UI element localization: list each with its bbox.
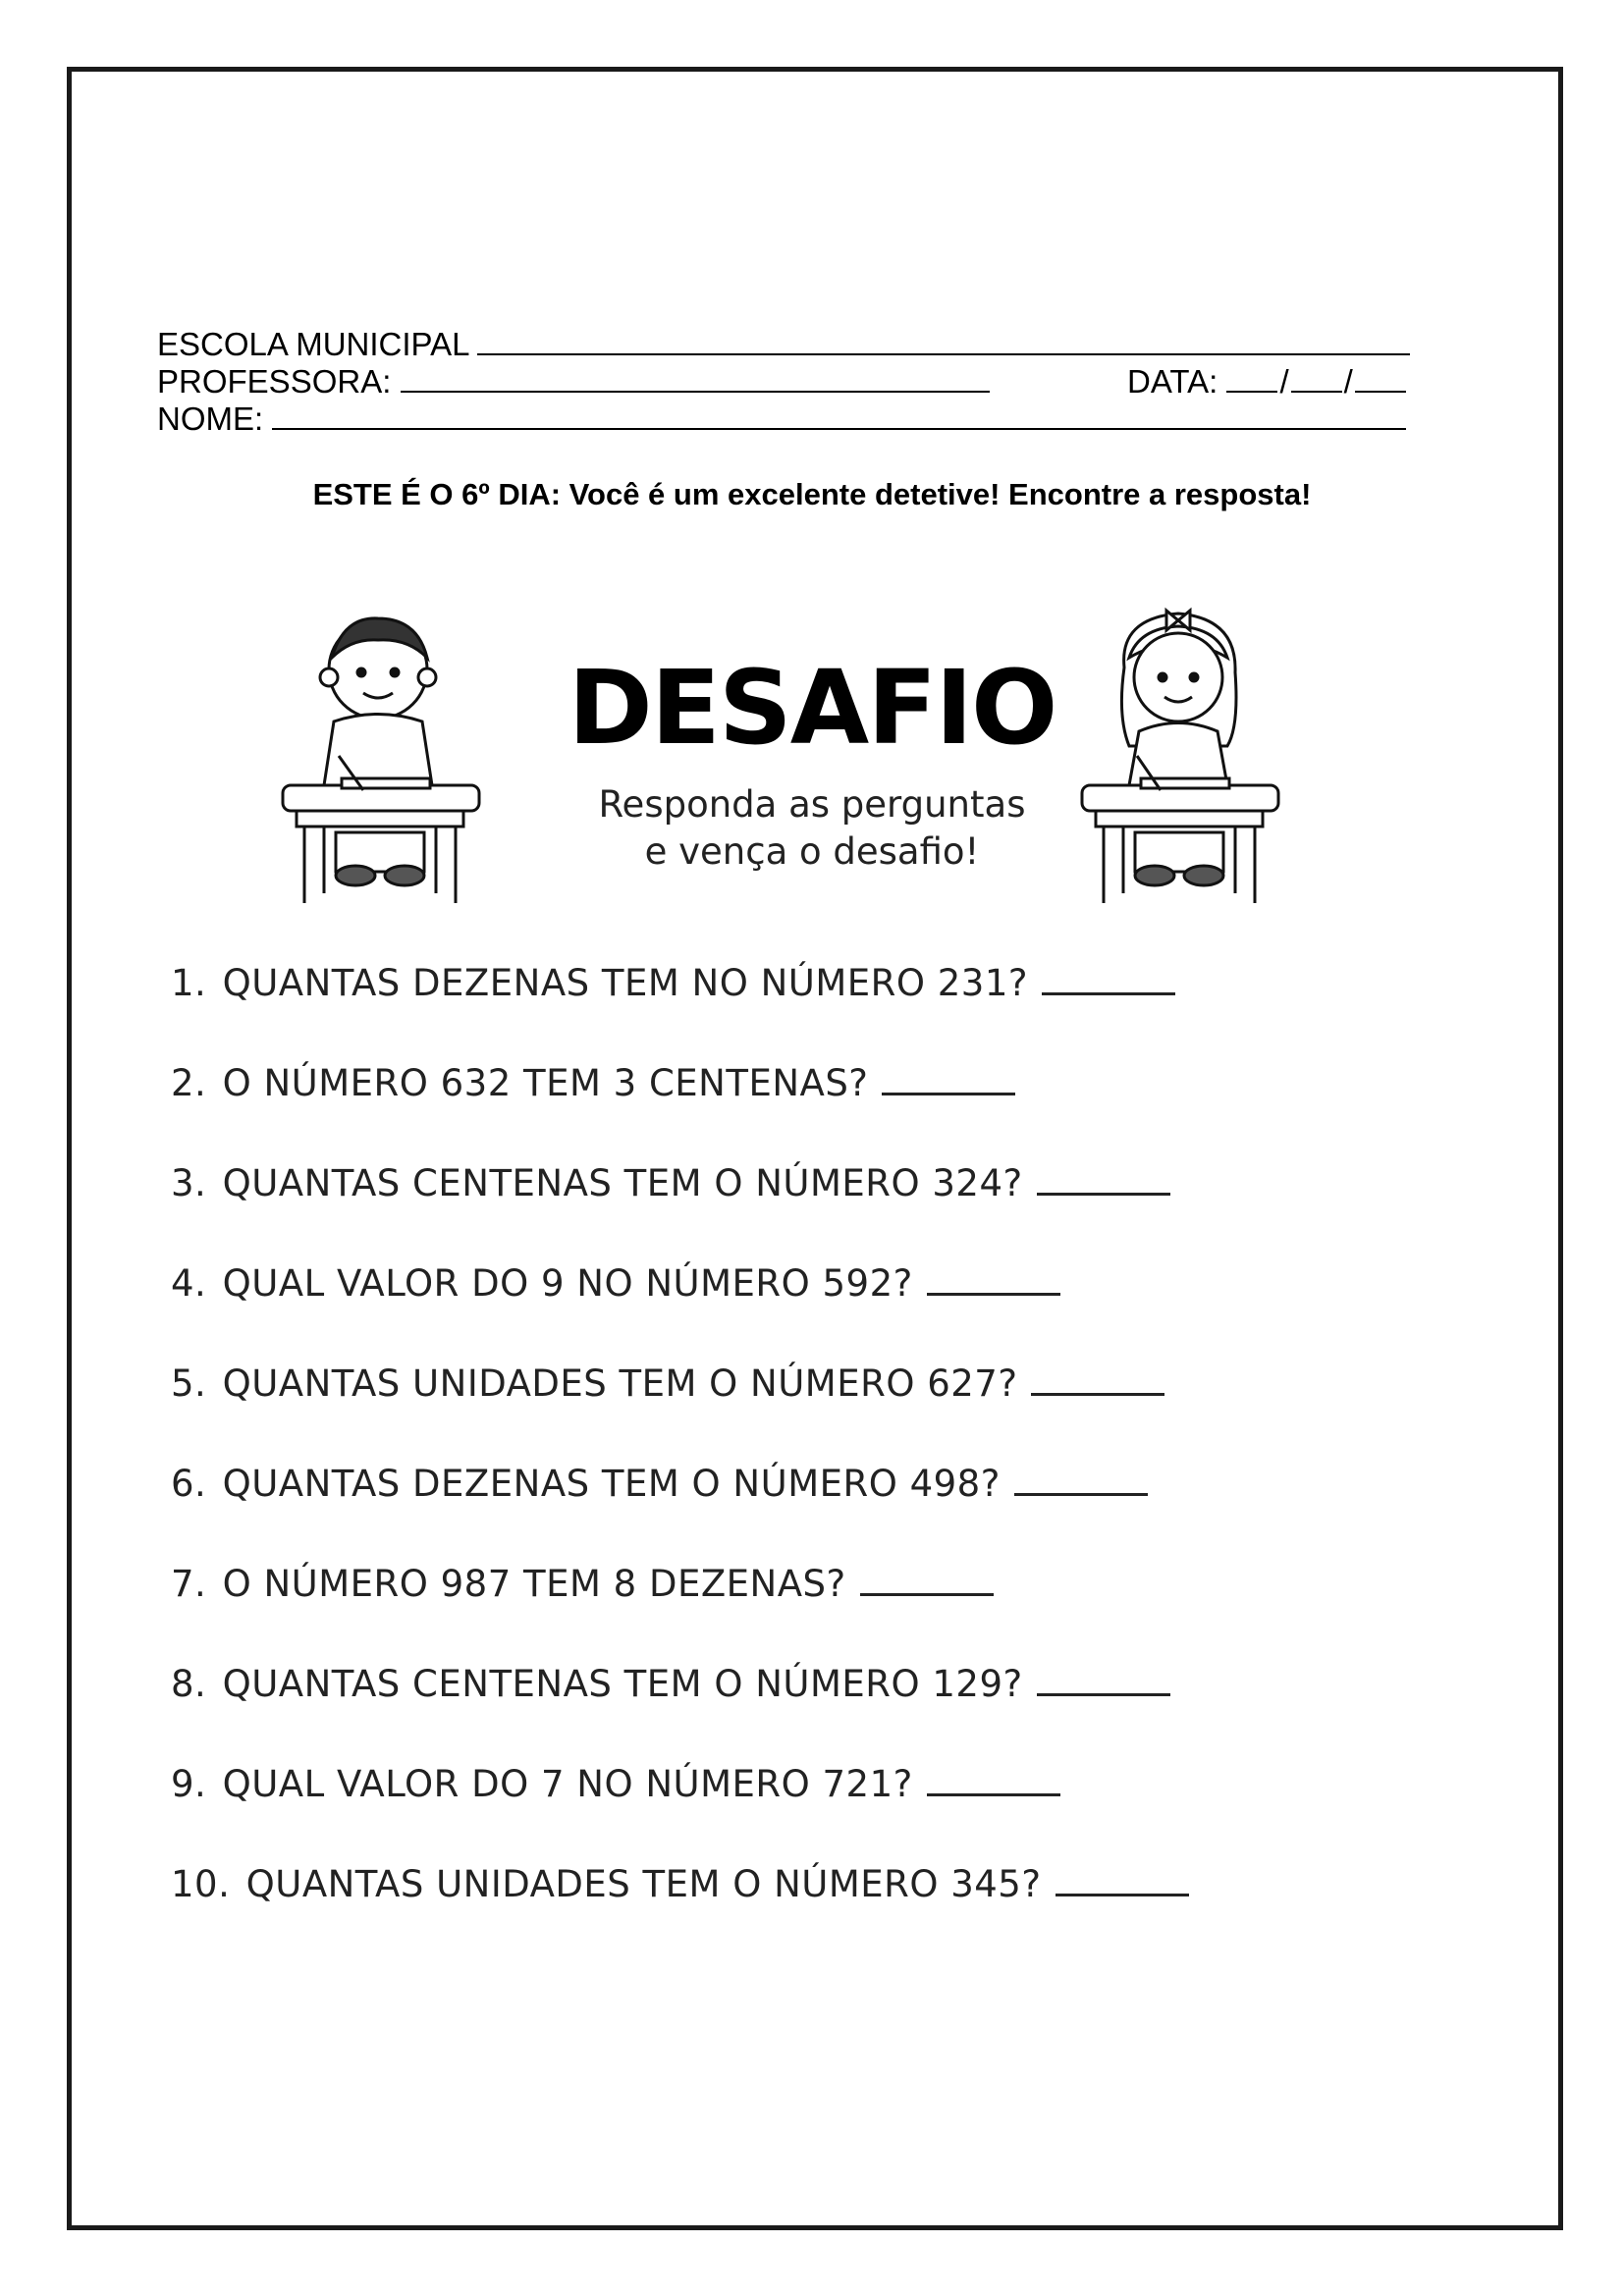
- teacher-field[interactable]: [401, 363, 990, 393]
- question-number: 7.: [171, 1563, 207, 1605]
- school-row: [157, 326, 1410, 363]
- question-text: QUANTAS CENTENAS TEM O NÚMERO 129?: [222, 1663, 1023, 1705]
- date-row: [1127, 363, 1406, 400]
- question-text: QUANTAS DEZENAS TEM NO NÚMERO 231?: [222, 962, 1029, 1004]
- question-list: [171, 954, 1189, 1955]
- question-text: QUAL VALOR DO 7 NO NÚMERO 721?: [222, 1763, 913, 1805]
- banner-title: DESAFIO: [568, 648, 1056, 768]
- question-number: 3.: [171, 1162, 207, 1204]
- question-item: [171, 1154, 1189, 1255]
- date-year-field[interactable]: [1355, 363, 1406, 393]
- answer-blank[interactable]: [927, 1259, 1060, 1296]
- question-number: 6.: [171, 1463, 207, 1505]
- school-label: ESCOLA MUNICIPAL: [157, 326, 469, 362]
- name-row: [157, 400, 1406, 438]
- question-text: QUANTAS CENTENAS TEM O NÚMERO 324?: [222, 1162, 1023, 1204]
- name-label: NOME:: [157, 400, 264, 437]
- question-text: O NÚMERO 632 TEM 3 CENTENAS?: [222, 1062, 869, 1104]
- answer-blank[interactable]: [927, 1760, 1060, 1796]
- name-field[interactable]: [272, 400, 1406, 430]
- date-separator: /: [1279, 363, 1289, 400]
- answer-blank[interactable]: [860, 1560, 994, 1596]
- question-item: [171, 1255, 1189, 1355]
- question-text: QUANTAS UNIDADES TEM O NÚMERO 345?: [245, 1863, 1042, 1905]
- question-number: 10.: [171, 1863, 231, 1905]
- question-item: [171, 954, 1189, 1054]
- question-item: [171, 1455, 1189, 1555]
- question-number: 2.: [171, 1062, 207, 1104]
- date-label: DATA:: [1127, 363, 1218, 400]
- answer-blank[interactable]: [1031, 1360, 1164, 1396]
- question-item: [171, 1355, 1189, 1455]
- school-field[interactable]: [477, 326, 1410, 355]
- answer-blank[interactable]: [1014, 1460, 1148, 1496]
- question-number: 4.: [171, 1262, 207, 1305]
- question-text: O NÚMERO 987 TEM 8 DEZENAS?: [222, 1563, 846, 1605]
- answer-blank[interactable]: [882, 1059, 1015, 1095]
- question-item: [171, 1555, 1189, 1655]
- answer-blank[interactable]: [1042, 959, 1175, 995]
- question-item: [171, 1855, 1189, 1955]
- date-day-field[interactable]: [1226, 363, 1277, 393]
- question-text: QUAL VALOR DO 9 NO NÚMERO 592?: [222, 1262, 913, 1305]
- date-month-field[interactable]: [1291, 363, 1342, 393]
- question-number: 5.: [171, 1362, 207, 1405]
- question-item: [171, 1655, 1189, 1755]
- date-separator: /: [1343, 363, 1353, 400]
- answer-blank[interactable]: [1037, 1159, 1170, 1196]
- question-text: QUANTAS DEZENAS TEM O NÚMERO 498?: [222, 1463, 1001, 1505]
- question-item: [171, 1755, 1189, 1855]
- intro-text: ESTE É O 6º DIA: Você é um excelente detetive! Encontre a resposta!: [312, 477, 1312, 511]
- banner-subtitle-line-2: e vença o desafio!: [644, 830, 980, 873]
- banner-subtitle-line-1: Responda as perguntas: [598, 783, 1026, 826]
- question-item: [171, 1054, 1189, 1154]
- banner-subtitle: [0, 781, 1624, 876]
- question-number: 8.: [171, 1663, 207, 1705]
- question-text: QUANTAS UNIDADES TEM O NÚMERO 627?: [222, 1362, 1018, 1405]
- answer-blank[interactable]: [1037, 1660, 1170, 1696]
- teacher-label: PROFESSORA:: [157, 363, 392, 400]
- question-number: 9.: [171, 1763, 207, 1805]
- answer-blank[interactable]: [1056, 1860, 1189, 1896]
- teacher-row: [157, 363, 990, 400]
- question-number: 1.: [171, 962, 207, 1004]
